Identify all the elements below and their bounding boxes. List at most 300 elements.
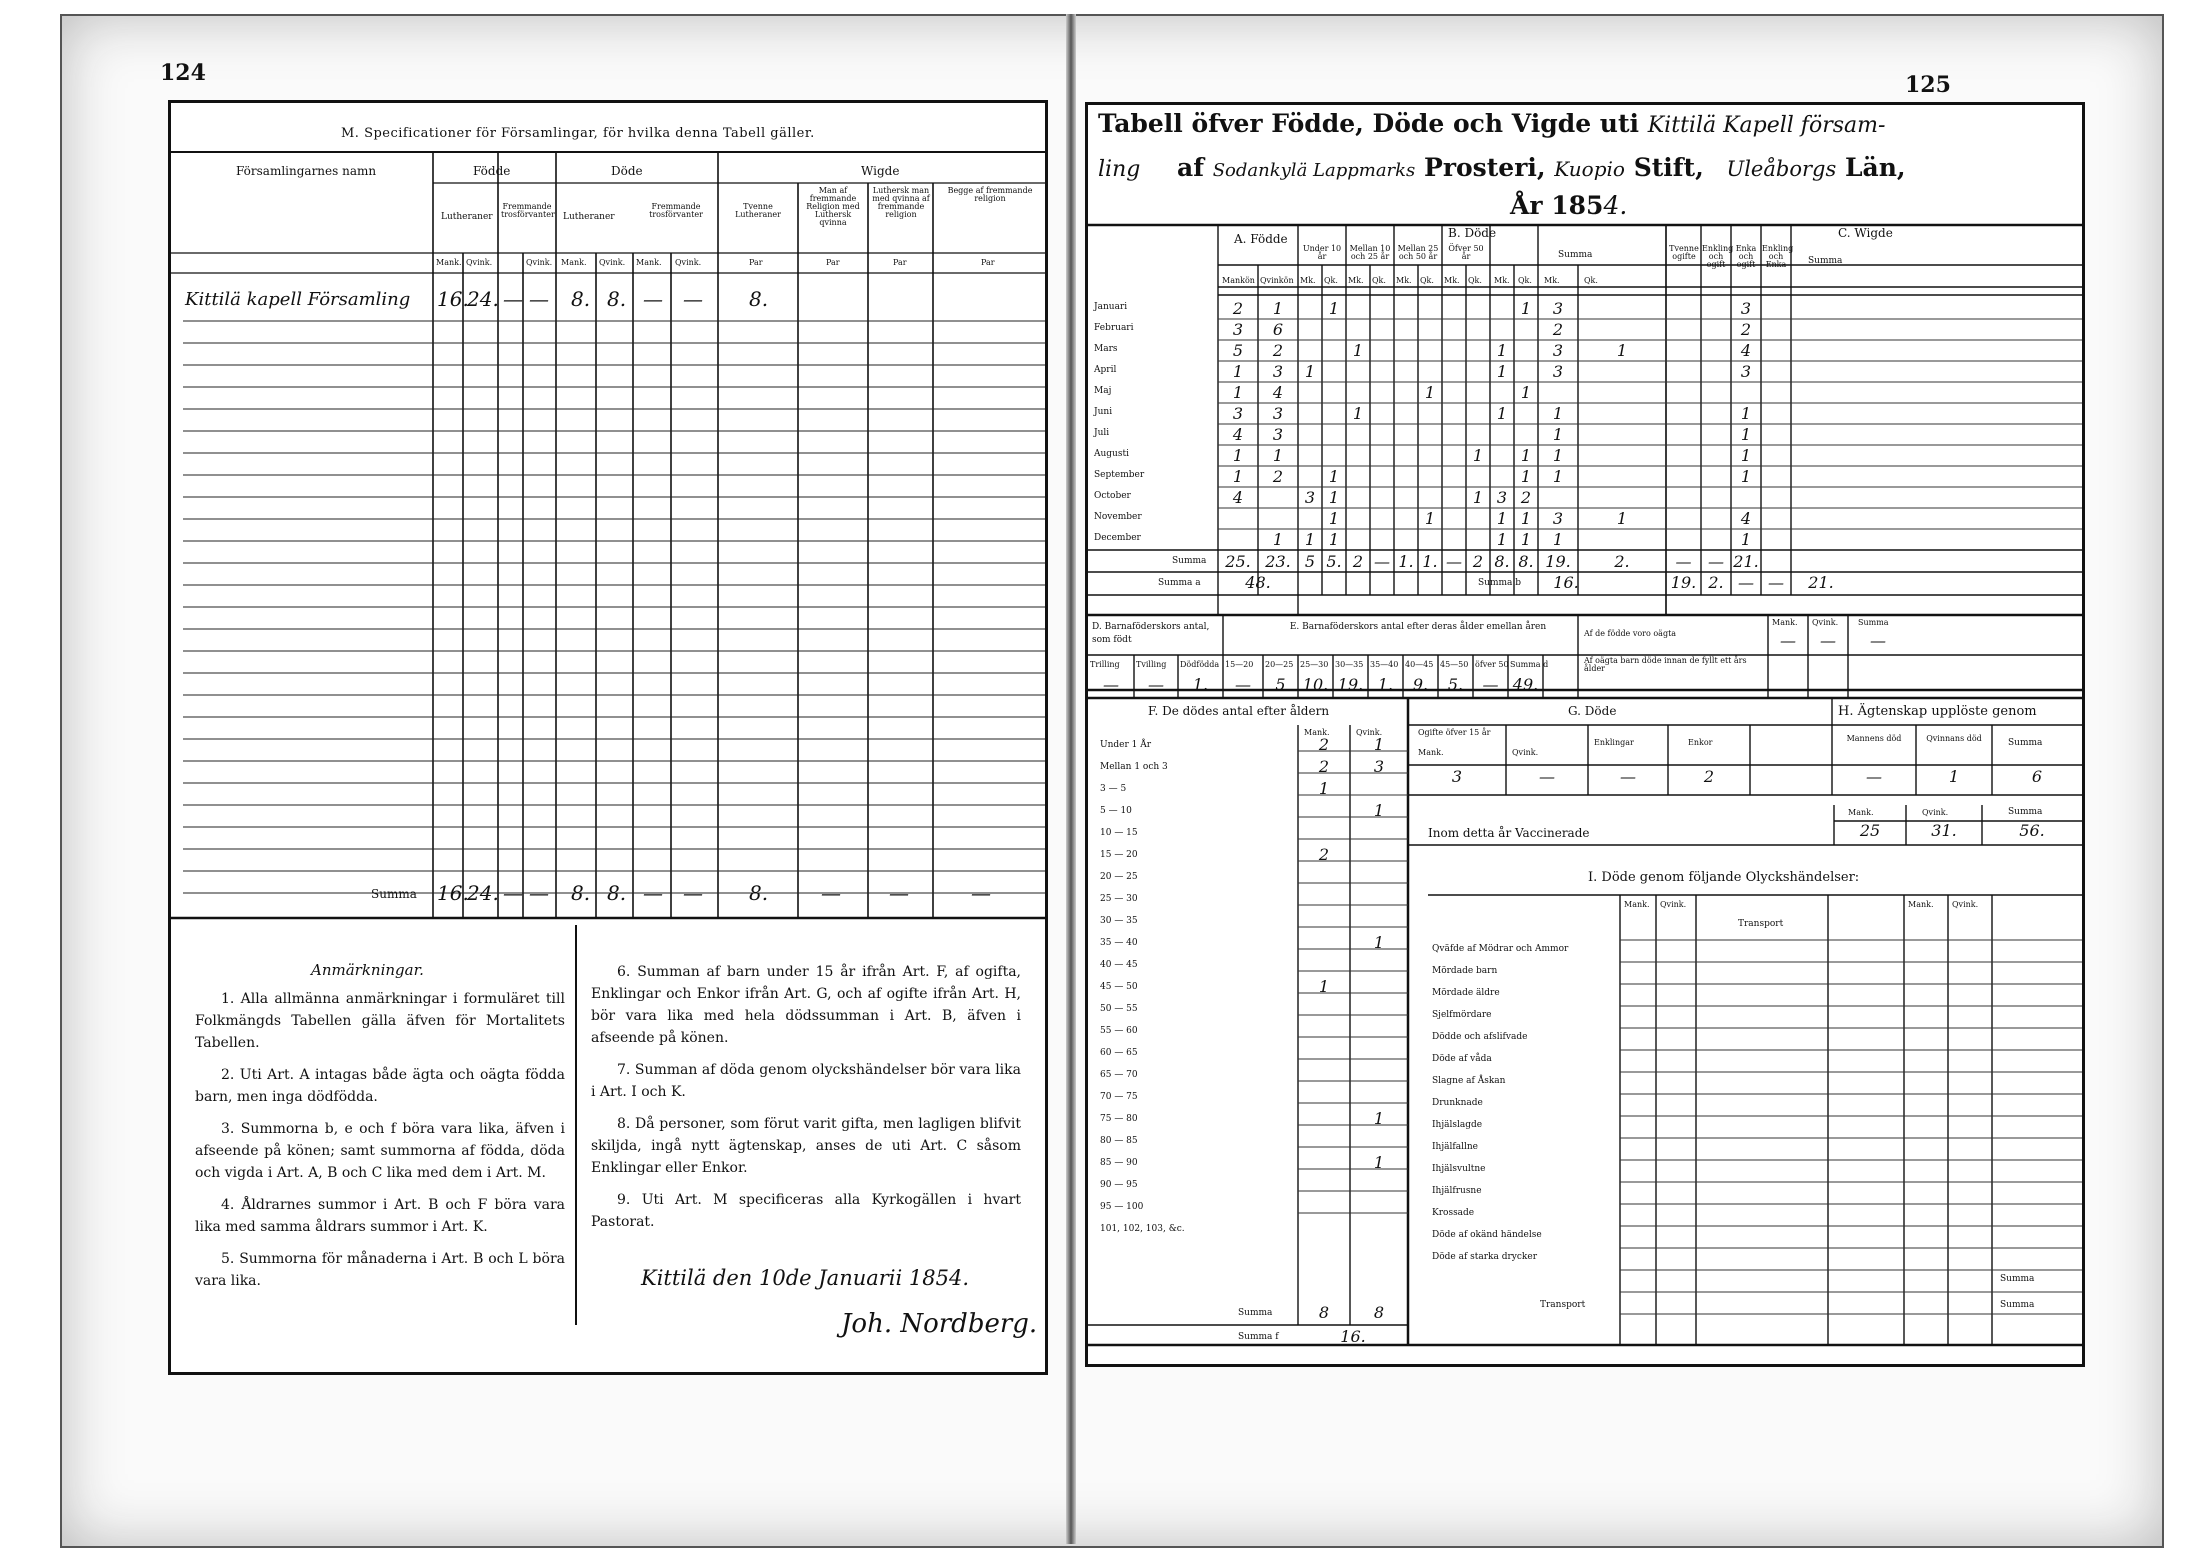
title-line2-hw4: Uleåborgs [1726,157,1837,181]
monthly-value-cell: 1 [1424,383,1436,402]
age-label: 40 — 45 [1100,960,1138,970]
age-label: 50 — 55 [1100,1004,1138,1014]
b-qk: Qk. [1518,276,1532,285]
accident-label: Ihjälfrusne [1432,1186,1482,1196]
age-label: 55 — 60 [1100,1026,1138,1036]
age-label: 3 — 5 [1100,784,1127,794]
art-i-label: I. Döde genom följande Olyckshändelser: [1588,870,1860,885]
vacc-col-summa: Summa [2008,807,2043,817]
header-fodde-fremmande: Fremmande trosförvanter [501,202,555,219]
monthly-value-cell: 1 [1424,509,1436,528]
i-summa-label: Summa [2000,1274,2035,1284]
monthly-value-cell: 1 [1272,299,1284,318]
g-col-enkor: Enkor [1688,738,1713,747]
illegit-col-qvink: Qvink. [1812,618,1839,627]
monthly-value-cell: 4 [1740,509,1752,528]
b-col-25-50: Mellan 25 och 50 år [1397,244,1439,261]
monthly-value-cell: 3 [1232,320,1244,339]
left-page-panel [168,100,1048,1375]
e-value-cell: — [1482,675,1499,694]
accident-label: Sjelfmördare [1432,1010,1492,1020]
header-tvenne-lutheraner: Tvenne Lutheraner [735,202,781,219]
f-summa-total-label: Summa f [1238,1332,1279,1342]
e-value-cell: 19. [1337,675,1364,694]
summa-c-value: — [1738,573,1754,592]
vacc-value: 56. [2019,821,2045,840]
b-qk: Qk. [1468,276,1482,285]
monthly-value-cell: 1 [1304,362,1316,381]
age-label: 70 — 75 [1100,1092,1138,1102]
header-fodde-lutheraner: Lutheraner [441,212,493,222]
age-mank-value: 2 [1318,757,1330,776]
sub-qvink: Qvink. [466,258,493,267]
monthly-value-cell: 1 [1352,341,1364,360]
age-label: 65 — 70 [1100,1070,1138,1080]
illegit-value: — [1870,631,1886,650]
monthly-value-cell: 3 [1552,362,1564,381]
summa-value-cell: 8. [1494,552,1510,571]
dode-mank-value: 8. [571,287,591,311]
age-label: 101, 102, 103, &c. [1100,1224,1185,1234]
age-mank-value: 1 [1318,977,1330,996]
h-value: — [1866,767,1882,786]
illegit-col-summa: Summa [1858,618,1889,627]
b-qk: Qk. [1372,276,1386,285]
monthly-value-cell: 1 [1552,467,1564,486]
dode-qvink-value: 8. [607,287,627,311]
summa-value-cell: 2 [1472,552,1484,571]
summa-cell: 8. [607,881,627,905]
month-label: Januari [1094,302,1128,312]
monthly-value-cell: 1 [1232,446,1244,465]
illegit-b-label: Af oägta barn döde innan de fyllt ett års ålder [1584,656,1747,673]
f-summa-qvink: 8 [1373,1303,1385,1322]
h-col-summa: Summa [2008,738,2043,748]
art-e-label: E. Barnaföderskors antal efter deras ålder emellan åren [1289,622,1547,632]
vacc-col-qvink: Qvink. [1922,808,1949,817]
c-col-enkling-enka: Enkling och Enka [1762,244,1794,269]
monthly-value-cell: 1 [1520,509,1532,528]
monthly-value-cell: 3 [1496,488,1508,507]
accident-label: Drunknade [1432,1098,1483,1108]
age-qvink-value: 1 [1373,933,1385,952]
art-f-label: F. De dödes antal efter åldern [1148,704,1330,718]
age-qvink-value: 1 [1373,1109,1385,1128]
anmarkningar-title: Anmärkningar. [311,961,424,979]
summa-label: Summa [1172,556,1207,566]
summa-cell: — [683,881,703,905]
e-col-label: 45—50 [1440,660,1469,669]
e-col-label: 30—35 [1335,660,1364,669]
monthly-value-cell: 4 [1272,383,1284,402]
summa-value-cell: — [1446,552,1462,571]
accident-label: Ihjälfallne [1432,1142,1478,1152]
month-label: November [1094,512,1142,522]
right-page-panel [1085,102,2085,1367]
summa-c-value: 21. [1808,573,1834,592]
vacc-col-mank: Mank. [1848,808,1874,817]
parish-name: Kittilä kapell Församling [185,289,411,310]
i-col-qvink-2: Qvink. [1952,900,1979,909]
b-col-10-25: Mellan 10 och 25 år [1349,244,1391,261]
b-summa-qk: Qk. [1584,276,1598,285]
header-dode-fremmande: Fremmande trosförvanter [649,202,703,219]
summa-b-label: Summa b [1478,578,1522,588]
b-col-summa: Summa [1558,250,1593,260]
title-line1-handwritten: Kittilä Kapell försam- [1647,113,1886,138]
g-col-mank: Mank. [1418,748,1444,757]
monthly-value-cell: 1 [1232,467,1244,486]
monthly-value-cell: 2 [1552,320,1564,339]
age-label: Under 1 År [1100,740,1152,750]
monthly-value-cell: 1 [1304,530,1316,549]
monthly-value-cell: 1 [1496,404,1508,423]
title-line2-af: af [1177,153,1204,182]
monthly-value-cell: 4 [1232,425,1244,444]
vaccinated-label: Inom detta år Vaccinerade [1428,826,1590,840]
g-col-enklingar: Enklingar [1594,738,1634,747]
section-m-title: M. Specificationer för Församlingar, för hvilka denna Tabell gäller. [341,126,815,141]
title-line1-print: Tabell öfver Födde, Döde och Vigde uti [1098,109,1640,138]
age-label: 80 — 85 [1100,1136,1138,1146]
vacc-value: 25 [1859,821,1881,840]
e-col-label: 25—30 [1300,660,1329,669]
d-value: — [1148,675,1164,694]
summa-value-cell: 1. [1422,552,1438,571]
e-col-label: 35—40 [1370,660,1399,669]
accident-label: Krossade [1432,1208,1475,1218]
art-c-label: C. Wigde [1838,226,1893,240]
summa-cell: — [643,881,663,905]
summa-cell: 8. [571,881,591,905]
accident-label: Ihjälsvultne [1432,1164,1486,1174]
monthly-value-cell: 1 [1520,467,1532,486]
monthly-value-cell: 4 [1740,341,1752,360]
e-value-cell: — [1235,675,1251,694]
age-label: 10 — 15 [1100,828,1138,838]
f-col-qvink: Qvink. [1356,728,1383,737]
g-col-qvink: Qvink. [1512,748,1539,757]
summa-a-label: Summa a [1158,578,1201,588]
note-5: 5. Summorna för månaderna i Art. B och L böra vara lika. [195,1251,565,1289]
a-qvinkon: Qvinkön [1260,276,1294,285]
fodde-fremmande-mank-value: — [503,287,523,311]
left-page-number: 124 [160,60,206,86]
summa-value-cell: 8. [1518,552,1534,571]
header-dode: Döde [611,164,643,178]
note-7: 7. Summan af döda genom olyckshändelser bör vara lika i Art. I och K. [591,1062,1021,1100]
i-col-mank-2: Mank. [1908,900,1934,909]
monthly-value-cell: 1 [1496,341,1508,360]
summa-cell: — [821,881,841,905]
e-col-label: öfver 50 [1475,660,1509,669]
age-label: 45 — 50 [1100,982,1138,992]
age-qvink-value: 1 [1373,735,1385,754]
monthly-value-cell: 3 [1552,509,1564,528]
summa-cell: — [971,881,991,905]
monthly-value-cell: 5 [1232,341,1244,360]
note-8: 8. Då personer, som förut varit gifta, men lagligen blifvit skiljda, ingå nytt ägtenskap, anses de uti Art. C såsom Enklingar eller Enkor. [591,1116,1021,1176]
monthly-value-cell: 1 [1552,404,1564,423]
note-1: 1. Alla allmänna anmärkningar i formuläret till Folkmängds Tabellen gälla äfven för Mortalitets Tabellen. [195,991,565,1051]
monthly-value-cell: 1 [1740,467,1752,486]
summa-cell: — [529,881,549,905]
month-label: Februari [1094,323,1134,333]
vigde-par-value: 8. [749,287,769,311]
e-value-cell: 9. [1412,675,1429,694]
g-value: — [1620,767,1636,786]
header-forsamlingarnes-namn: Församlingarnes namn [236,164,377,178]
age-qvink-value: 1 [1373,801,1385,820]
g-value: 2 [1703,767,1715,786]
b-qk: Qk. [1420,276,1434,285]
summa-cell: 16. [437,881,469,905]
summa-c-value: — [1768,573,1784,592]
summa-value-cell: — [1374,552,1390,571]
dode-fremmande-qvink-value: — [683,287,703,311]
f-summa-label: Summa [1238,1308,1273,1318]
age-label: 5 — 10 [1100,806,1132,816]
summa-value-cell: 5 [1304,552,1316,571]
i-summa-label: Summa [2000,1300,2035,1310]
monthly-value-cell: 1 [1740,446,1752,465]
section-m-table-grid [171,103,1045,923]
summa-cell: 8. [749,881,769,905]
month-label: October [1094,491,1131,501]
monthly-value-cell: 1 [1352,404,1364,423]
age-label: 75 — 80 [1100,1114,1138,1124]
note-6: 6. Summan af barn under 15 år ifrån Art. F, af ogifta, Enklingar och Enkor ifrån Art. G, och af ogifte ifrån Art. H, bör vara lika med hela dödssumman i Art. B, äfven i afseende på könen. [591,964,1021,1046]
b-col-ofver-50: Öfver 50 år [1448,244,1484,261]
title-line2-stift: Stift, [1633,153,1704,182]
h-col-mannens: Mannens död [1846,734,1902,743]
title-year-print: År 185 [1510,191,1604,220]
sub-qvink: Qvink. [599,258,626,267]
summa-value-cell: 21. [1733,552,1759,571]
monthly-value-cell: 1 [1616,509,1628,528]
monthly-value-cell: 1 [1232,383,1244,402]
age-mank-value: 2 [1318,735,1330,754]
age-label: 60 — 65 [1100,1048,1138,1058]
month-label: Juli [1094,428,1110,438]
monthly-value-cell: 3 [1740,362,1752,381]
g-value: — [1539,767,1555,786]
monthly-value-cell: 2 [1740,320,1752,339]
d-value: — [1103,675,1119,694]
c-col-summa: Summa [1808,256,1843,266]
header-man-fremmande: Man af fremmande Religion med Luthersk qvinna [806,186,860,227]
age-mank-value: 2 [1318,845,1330,864]
sub-mank: Mank. [436,258,462,267]
art-a-label: A. Födde [1234,232,1288,246]
accident-label: Döde af starka drycker [1432,1252,1537,1262]
summa-value-cell: 23. [1265,552,1291,571]
accident-label: Slagne af Åskan [1432,1076,1506,1086]
monthly-value-cell: 2 [1272,467,1284,486]
summa-cell: 24. [467,881,499,905]
e-col-label: 15—20 [1225,660,1254,669]
sub-par: Par [749,258,763,267]
c-col-enka-ogift: Enka och ogift [1735,244,1757,269]
age-qvink-value: 1 [1373,1153,1385,1172]
age-label: 95 — 100 [1100,1202,1144,1212]
illegit-value: — [1820,631,1836,650]
monthly-value-cell: 1 [1740,425,1752,444]
monthly-value-cell: 3 [1232,404,1244,423]
monthly-value-cell: 1 [1552,530,1564,549]
notes-divider [575,925,577,1325]
age-label: Mellan 1 och 3 [1100,762,1168,772]
e-col-label: Summa d [1510,660,1549,669]
summa-value-cell: 2. [1614,552,1630,571]
header-begge-fremmande: Begge af fremmande religion [947,186,1033,203]
monthly-value-cell: 2 [1232,299,1244,318]
c-col-enkling-ogift: Enkling och ogift [1702,244,1734,269]
e-value-cell: 49. [1512,675,1539,694]
summa-value-cell: 2 [1352,552,1364,571]
monthly-value-cell: 1 [1272,446,1284,465]
b-mk: Mk. [1494,276,1510,285]
accident-label: Qväfde af Mödrar och Ammor [1432,944,1569,954]
month-label: December [1094,533,1141,543]
monthly-value-cell: 1 [1520,383,1532,402]
summa-value-cell: 5. [1326,552,1342,571]
summa-value-cell: — [1708,552,1724,571]
header-vigde: Wigde [861,164,900,178]
summa-value-cell: 25. [1225,552,1251,571]
summa-cell: — [503,881,523,905]
summa-value-cell: 1. [1398,552,1414,571]
accident-label: Mördade äldre [1432,988,1500,998]
age-qvink-value: 3 [1373,757,1385,776]
d-col-tvilling: Tvilling [1136,660,1167,669]
note-3: 3. Summorna b, e och f böra vara lika, äfven i afseende på könen; samt summorna af födda, döda och vigda i Art. A, B och C lika med dem i Art. M. [195,1121,565,1181]
summa-c-value: 2. [1708,573,1724,592]
sub-mank: Mank. [636,258,662,267]
b-mk: Mk. [1396,276,1412,285]
g-ogifte-label: Ogifte öfver 15 år [1418,728,1491,737]
month-label: Augusti [1094,449,1129,459]
sub-mank: Mank. [561,258,587,267]
e-value-cell: 1. [1377,675,1394,694]
e-col-label: 40—45 [1405,660,1434,669]
monthly-value-cell: 3 [1552,341,1564,360]
monthly-value-cell: 1 [1496,530,1508,549]
monthly-value-cell: 3 [1740,299,1752,318]
monthly-value-cell: 1 [1232,362,1244,381]
dode-fremmande-mank-value: — [643,287,663,311]
b-col-under-10: Under 10 år [1302,244,1342,261]
title-line2-hw2: Sodankylä Lappmarks [1212,160,1416,181]
header-luthersk-man: Luthersk man med qvinna af fremmande religion [872,186,930,219]
monthly-value-cell: 4 [1232,488,1244,507]
sub-qvink: Qvink. [675,258,702,267]
illegit-col-mank: Mank. [1772,618,1798,627]
header-fodde: Födde [473,164,511,178]
monthly-value-cell: 1 [1616,341,1628,360]
b-summa-mk: Mk. [1544,276,1560,285]
illegit-a-label: Af de födde voro oägta [1584,629,1677,638]
monthly-value-cell: 6 [1272,320,1284,339]
art-b-label: B. Döde [1448,226,1497,240]
header-dode-lutheraner: Lutheraner [563,212,615,222]
summa-value-cell: — [1675,552,1692,571]
f-col-mank: Mank. [1304,728,1330,737]
right-page-number: 125 [1905,72,1951,98]
monthly-value-cell: 1 [1328,488,1340,507]
monthly-value-cell: 1 [1496,509,1508,528]
monthly-value-cell: 1 [1520,299,1532,318]
signature-date: Kittilä den 10de Januarii 1854. [641,1266,970,1290]
monthly-value-cell: 1 [1272,530,1284,549]
b-mk: Mk. [1348,276,1364,285]
monthly-value-cell: 1 [1552,425,1564,444]
age-label: 15 — 20 [1100,850,1138,860]
monthly-value-cell: 3 [1304,488,1316,507]
monthly-value-cell: 1 [1740,530,1752,549]
g-value: 3 [1451,767,1463,786]
summa-label: Summa [371,887,417,901]
monthly-value-cell: 3 [1272,425,1284,444]
c-col-tvenne-ogifte: Tvenne ogifte [1669,244,1699,261]
monthly-value-cell: 3 [1272,362,1284,381]
month-label: April [1094,365,1117,375]
sub-qvink: Qvink. [526,258,553,267]
monthly-value-cell: 1 [1520,530,1532,549]
age-label: 30 — 35 [1100,916,1138,926]
monthly-value-cell: 1 [1472,446,1484,465]
summa-c-value: 19. [1670,573,1697,592]
e-value-cell: 5. [1447,675,1464,694]
f-summa-total: 16. [1340,1327,1366,1346]
age-label: 20 — 25 [1100,872,1138,882]
title-line2-hw3: Kuopio [1554,157,1625,181]
notes-left-column [195,988,565,1292]
monthly-value-cell: 1 [1552,446,1564,465]
h-col-qvinnans: Qvinnans död [1926,734,1982,743]
b-qk: Qk. [1324,276,1338,285]
b-mk: Mk. [1300,276,1316,285]
e-col-label: 20—25 [1265,660,1294,669]
monthly-value-cell: 1 [1520,446,1532,465]
monthly-value-cell: 1 [1328,530,1340,549]
summa-a-value: 48. [1245,573,1271,592]
sub-par: Par [981,258,995,267]
i-transport-header: Transport [1738,919,1784,929]
summa-b-value: 16. [1553,573,1579,592]
monthly-value-cell: 2 [1272,341,1284,360]
accident-label: Mördade barn [1432,966,1498,976]
accident-label: Ihjälslagde [1432,1120,1483,1130]
monthly-value-cell: 1 [1740,404,1752,423]
e-value-cell: 5 [1275,675,1286,694]
title-line2-prosteri: Prosteri, [1424,153,1546,182]
fodde-mank-value: 16. [437,287,469,311]
accident-label: Döde af okänd händelse [1432,1230,1542,1240]
title-line2-lan: Län, [1844,153,1906,182]
f-summa-mank: 8 [1318,1303,1330,1322]
age-label: 85 — 90 [1100,1158,1138,1168]
notes-right-column [591,961,1021,1233]
age-mank-value: 1 [1318,779,1330,798]
month-label: Mars [1094,344,1118,354]
i-transport-bottom: Transport [1540,1300,1586,1310]
i-col-mank: Mank. [1624,900,1650,909]
summa-cell: — [889,881,909,905]
month-label: September [1094,470,1145,480]
book-spine [1066,14,1076,1544]
monthly-value-cell: 1 [1328,299,1340,318]
